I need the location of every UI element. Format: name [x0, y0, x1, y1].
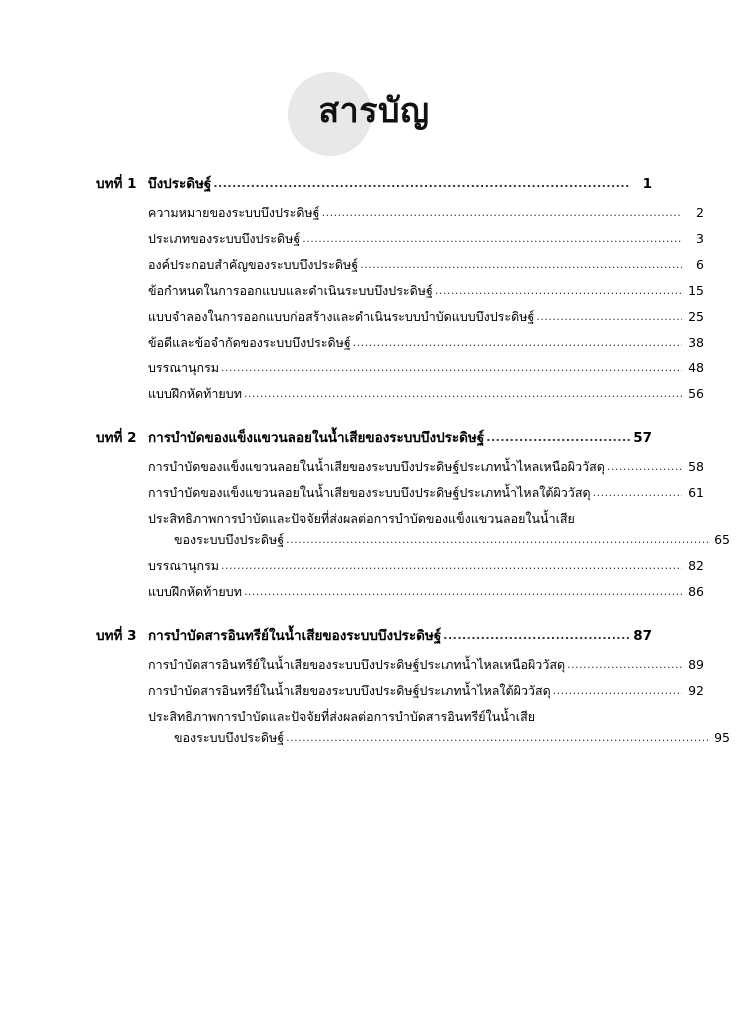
toc-chapter-page: 57: [633, 430, 652, 447]
toc-leader-dots: [435, 284, 682, 299]
title-area: [0, 0, 748, 175]
toc-entry-page: 56: [688, 386, 704, 402]
toc-chapter-title: การบำบัดของแข็งแขวนลอยในน้ำเสียของระบบบึงประดิษฐ์: [148, 430, 485, 447]
toc-leader-dots: [593, 486, 682, 501]
toc-leader-dots: [353, 336, 682, 351]
toc-chapter-title: บึงประดิษฐ์: [148, 176, 212, 192]
toc-entry-title: ประสิทธิภาพการบำบัดและปัจจัยที่ส่งผลต่อการบำบัดสารอินทรีย์ในน้ำเสีย: [148, 708, 536, 724]
toc-leader-dots: [244, 585, 682, 600]
toc-entry-row[interactable]: [96, 532, 730, 549]
toc-leader-dots: [286, 533, 708, 548]
toc-entry-title: ของระบบบึงประดิษฐ์: [174, 532, 285, 548]
toc-leader-dots: [607, 460, 682, 475]
toc-entry-row[interactable]: [96, 309, 704, 326]
toc-entry-title: ความหมายของระบบบึงประดิษฐ์: [148, 205, 320, 221]
toc-entry-row[interactable]: [96, 360, 704, 377]
toc-chapter-page: 1: [642, 176, 652, 192]
toc-entry-row[interactable]: [96, 386, 704, 403]
toc-entry-title: การบำบัดสารอินทรีย์ในน้ำเสียของระบบบึงประดิษฐ์ประเภทน้ำไหลใต้ผิววัสดุ: [148, 682, 551, 698]
toc-leader-dots: [443, 629, 630, 644]
toc-entry-page: 25: [688, 308, 704, 324]
toc-entry-title: บรรณานุกรม: [148, 557, 220, 573]
toc-leader-dots: [286, 731, 708, 746]
toc-leader-dots: [536, 310, 682, 325]
toc-entry-title: บรรณานุกรม: [148, 360, 220, 376]
table-of-contents: [96, 175, 730, 772]
toc-entry-row[interactable]: [96, 485, 704, 502]
toc-chapter-page: 87: [633, 627, 652, 644]
toc-entry-row[interactable]: [96, 231, 704, 248]
toc-entry-page: 6: [696, 256, 704, 272]
toc-entry-title: แบบฝึกหัดท้ายบท: [148, 583, 242, 599]
toc-chapter-block: [96, 429, 730, 600]
toc-entry-page: 3: [696, 231, 704, 247]
toc-entry-title: การบำบัดของแข็งแขวนลอยในน้ำเสียของระบบบึงประดิษฐ์ประเภทน้ำไหลใต้ผิววัสดุ: [148, 485, 591, 501]
toc-leader-dots: [221, 361, 682, 376]
toc-leader-dots: [302, 232, 682, 247]
toc-leader-dots: [360, 258, 682, 273]
toc-entry-title: แบบฝึกหัดท้ายบท: [148, 386, 242, 402]
toc-entry-page: 2: [696, 205, 704, 221]
toc-entry-row[interactable]: [96, 205, 704, 222]
toc-entry-page: 38: [688, 334, 704, 350]
toc-leader-dots: [567, 658, 682, 673]
toc-leader-dots: [221, 559, 682, 574]
page-title: สารบัญ: [318, 91, 430, 131]
toc-entry-row[interactable]: [96, 657, 704, 674]
toc-chapter-label: บทที่ 3: [96, 627, 137, 644]
toc-chapter-row[interactable]: [96, 175, 652, 193]
toc-chapter-label: บทที่ 2: [96, 430, 137, 447]
toc-entry-page: 89: [688, 656, 704, 672]
toc-entry-row[interactable]: [96, 558, 704, 575]
toc-chapter-label: บทที่ 1: [96, 176, 137, 192]
toc-leader-dots: [213, 177, 630, 192]
toc-entry-page: 15: [688, 282, 704, 298]
toc-entry-title: การบำบัดสารอินทรีย์ในน้ำเสียของระบบบึงประดิษฐ์ประเภทน้ำไหลเหนือผิววัสดุ: [148, 656, 566, 672]
toc-chapter-block: [96, 175, 704, 403]
toc-entry-page: 65: [714, 532, 730, 548]
toc-chapter-row[interactable]: [96, 627, 652, 645]
toc-entry-page: 92: [688, 682, 704, 698]
toc-entry-row[interactable]: [96, 459, 704, 476]
toc-entry-row[interactable]: [96, 335, 704, 352]
toc-entry-title: การบำบัดของแข็งแขวนลอยในน้ำเสียของระบบบึงประดิษฐ์ประเภทน้ำไหลเหนือผิววัสดุ: [148, 459, 605, 475]
toc-leader-dots: [486, 431, 630, 446]
toc-entry-title: ประสิทธิภาพการบำบัดและปัจจัยที่ส่งผลต่อการบำบัดของแข็งแขวนลอยในน้ำเสีย: [148, 511, 575, 527]
toc-entry-title: ประเภทของระบบบึงประดิษฐ์: [148, 231, 301, 247]
toc-entry-title: องค์ประกอบสำคัญของระบบบึงประดิษฐ์: [148, 256, 359, 272]
toc-leader-dots: [553, 684, 682, 699]
toc-chapter-title: การบำบัดสารอินทรีย์ในน้ำเสียของระบบบึงประดิษฐ์: [148, 627, 442, 644]
toc-entry-row[interactable]: [96, 683, 704, 700]
toc-chapter-block: [96, 627, 730, 747]
toc-entry-page: 82: [688, 557, 704, 573]
toc-entry-row[interactable]: [96, 584, 704, 601]
toc-entry-row[interactable]: [96, 283, 704, 300]
toc-entry-title: ของระบบบึงประดิษฐ์: [174, 729, 285, 745]
toc-entry-row[interactable]: [96, 730, 730, 747]
toc-entry-page: 48: [688, 360, 704, 376]
toc-leader-dots: [322, 206, 682, 221]
toc-entry-row[interactable]: [96, 709, 704, 726]
toc-entry-page: 61: [688, 485, 704, 501]
toc-entry-page: 86: [688, 583, 704, 599]
toc-entry-row[interactable]: [96, 511, 704, 528]
toc-entry-row[interactable]: [96, 257, 704, 274]
toc-entry-title: ข้อกำหนดในการออกแบบและดำเนินระบบบึงประดิษฐ์: [148, 282, 433, 298]
toc-entry-title: ข้อดีและข้อจำกัดของระบบบึงประดิษฐ์: [148, 334, 351, 350]
toc-chapter-row[interactable]: [96, 429, 652, 447]
toc-leader-dots: [244, 387, 682, 402]
toc-entry-page: 58: [688, 459, 704, 475]
toc-entry-title: แบบจำลองในการออกแบบก่อสร้างและดำเนินระบบบำบัดแบบบึงประดิษฐ์: [148, 308, 535, 324]
toc-entry-page: 95: [714, 729, 730, 745]
